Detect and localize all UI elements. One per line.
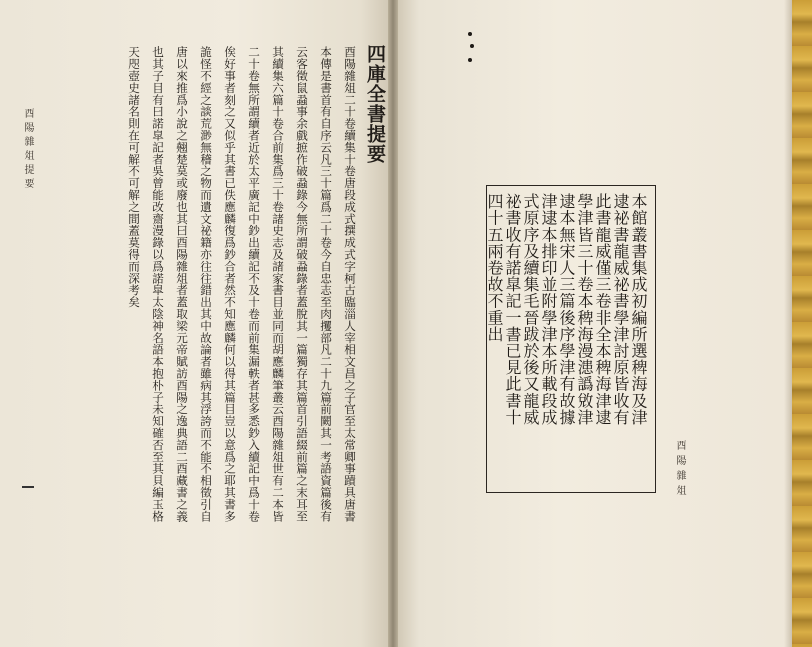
binding-hole xyxy=(468,32,472,36)
binding-holes xyxy=(462,28,482,68)
text-column-5: 二十卷無所謂續者近於太平廣記中鈔出續記不及十卷而前集漏軼者甚多悉鈔入續記中爲十卷 xyxy=(247,46,261,522)
note-column-8: 祕書收有諾皐記一書已見此書十 xyxy=(503,193,522,426)
note-column-2: 逮祕書龍威祕書學津討原皆收有 xyxy=(611,193,630,426)
text-column-9: 也其子目有曰諾皐記者吳曾能改齋漫錄以爲諾皐太陰神名語本抱朴子未知確否至其貝編玉格 xyxy=(151,46,165,522)
note-column-6: 津逮本排印並附學津本所載段成 xyxy=(539,193,558,426)
text-column-7: 詭怪不經之談荒渺無稽之物而遺文祕籍亦往往錯出其中故論者雖病其浮誇而不能不相徵引自 xyxy=(199,46,213,522)
side-label: 酉陽雜俎 xyxy=(674,440,685,500)
text-column-10: 天咫壺史諸名則在可解不可解之間蓋莫得而深考矣 xyxy=(127,46,141,308)
binding-hole xyxy=(470,44,474,48)
gold-pattern-edge xyxy=(792,0,812,647)
note-column-9: 四十五兩卷故不重出 xyxy=(485,193,504,343)
page-header-title: 四庫全書提要 xyxy=(364,44,386,164)
text-column-2: 本傳是書首有自序云凡三十篇爲二十卷今自忠志至肉攫部凡二十九篇前闕其一考語資篇後有 xyxy=(319,46,333,522)
text-column-8: 唐以來推爲小說之翹楚莫或廢也其曰酉陽雜俎者蓋取梁元帝賦訪酉陽之逸典語二酉藏書之義 xyxy=(175,46,189,522)
text-column-1: 酉陽雜俎二十卷續集十卷唐段成式撰成式字柯古臨淄人宰相文昌之子官至太常卿事蹟具唐書 xyxy=(343,46,357,522)
text-column-4: 其續集六篇十卷合前集爲三十卷諸史志及諸家書目並同而胡應麟筆叢云酉陽雜俎世有二本皆 xyxy=(271,46,285,522)
margin-dash-mark xyxy=(22,486,34,488)
note-column-7: 式原序及續集毛晉跋於後又龍威 xyxy=(521,193,540,426)
book-gutter xyxy=(388,0,398,647)
text-column-3: 云客徵鼠蝨事余戲摭作破蝨錄今無所謂破蝨錄者蓋脫其一篇獨存其篇首引語綴前篇之末耳至 xyxy=(295,46,309,522)
note-column-1: 本館叢書集成初編所選稗海及津 xyxy=(629,193,648,426)
binding-hole xyxy=(468,58,472,62)
note-column-3: 此書龍威僅三卷非全本稗海津逮 xyxy=(593,193,612,426)
note-column-4: 學津皆三十卷本稗海漫漶譌敓津 xyxy=(575,193,594,426)
margin-label: 酉陽雜俎提要 xyxy=(22,108,33,192)
text-column-6: 俟好事者刻之又似乎其書已佚應麟復爲鈔合者然不知應麟何以得其篇目豈以意爲之耶其書多 xyxy=(223,46,237,522)
note-column-5: 逮本無宋人三篇後序學津有故據 xyxy=(557,193,576,426)
